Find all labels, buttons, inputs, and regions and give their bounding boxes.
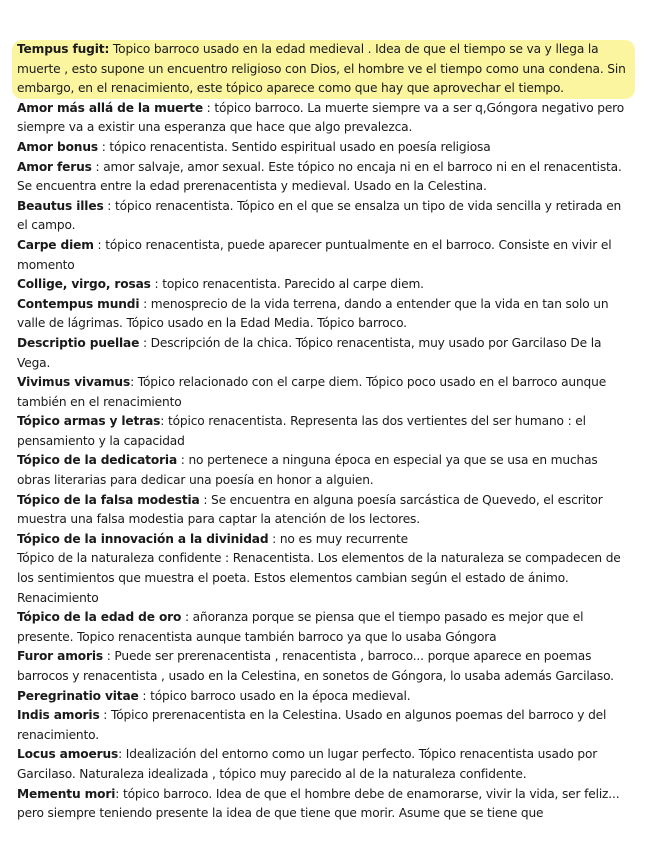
entry-separator: : <box>97 139 106 154</box>
entry-term: Peregrinatio vitae <box>17 688 139 703</box>
entry-text: Topico barroco usado en la edad medieval . Idea de que el tiempo se va y llega la muerte , esto supone un encuentro religioso con Dios, el hombre ve el tiempo como una condena. Sin embargo, en el renacimiento, este tópico aparece como que hay que aprovechar el tiempo. <box>17 42 626 96</box>
entry-beautus-illes <box>17 197 632 236</box>
entry-term: Tópico de la falsa modestia <box>17 492 200 507</box>
entry-term: Descriptio puellae <box>17 335 140 350</box>
entry-term: Amor más allá de la muerte <box>17 100 203 115</box>
entry-term: Tempus fugit <box>17 42 105 56</box>
entry-separator: : <box>177 453 185 468</box>
entry-collige-virgo-rosas <box>17 275 632 295</box>
entry-text: Descripción de la chica. Tópico renacentista, muy usado por Garcilaso De la Vega. <box>17 335 602 370</box>
entry-amor-bonus <box>17 138 632 158</box>
entry-furor-amoris <box>17 647 632 686</box>
entry-term: Amor bonus <box>17 139 98 154</box>
entry-text: añoranza porque se piensa que el tiempo pasado es mejor que el presente. Topico renacentista aunque también barroco ya que lo usaba Góngora <box>17 610 584 644</box>
entry-text: Se encuentra en alguna poesía sarcástica de Quevedo, el escritor muestra una falsa modestia para captar la atención de los lectores. <box>17 492 603 527</box>
entry-separator: : <box>139 296 148 311</box>
entry-separator: : <box>99 708 108 723</box>
entry-separator: : <box>138 688 147 703</box>
entry-descriptio-puellae <box>17 334 632 373</box>
entry-term: Locus amoerus <box>17 747 119 762</box>
entry-separator: : <box>103 198 112 213</box>
entry-peregrinatio-vitae <box>17 687 632 707</box>
entry-term: Tópico de la edad de oro <box>17 610 182 625</box>
entry-amor-mas-alla <box>17 99 632 138</box>
entry-term: Carpe diem <box>17 237 94 252</box>
entry-separator: : <box>150 277 159 292</box>
entry-separator: : <box>93 237 102 252</box>
entry-separator: : <box>102 649 111 664</box>
entry-text: tópico renacentista. Sentido espiritual usado en poesía religiosa <box>105 139 491 154</box>
entry-term: Beautus illes <box>17 198 104 213</box>
entry-carpe-diem <box>17 236 632 275</box>
entry-term: Vivimus vivamus <box>17 375 131 390</box>
entry-falsa-modestia <box>17 491 632 530</box>
entry-tempus-fugit <box>12 40 635 99</box>
entry-term: Tópico de la dedicatoria <box>17 453 178 468</box>
entry-amor-ferus <box>17 158 632 197</box>
entry-term: Tópico de la innovación a la divinidad <box>17 531 269 546</box>
entry-armas-y-letras <box>17 412 632 451</box>
entry-text: Tópico prerenacentista en la Celestina. Usado en algunos poemas del barroco y del renacimiento. <box>17 708 607 742</box>
entry-separator: : <box>130 375 135 390</box>
entry-term: Collige, virgo, rosas <box>17 277 151 292</box>
entry-separator: : <box>199 492 208 507</box>
entry-text: tópico barroco. Idea de que el hombre debe de enamorarse, vivir la vida, ser feliz... pero siempre teniendo presente la idea de que tiene que morir. Asume que se tiene que <box>17 786 620 821</box>
entry-text: Idealización del entorno como un lugar perfecto. Tópico renacentista usado por Garcilaso. Naturaleza idealizada , tópico muy parecido al de la naturaleza confidente. <box>17 747 598 781</box>
entry-text: tópico barroco usado en la época medieval. <box>146 688 411 703</box>
entry-naturaleza-confidente <box>17 549 632 608</box>
entry-mementu-mori <box>17 785 632 824</box>
entry-separator: : <box>104 42 110 56</box>
entry-term: Amor ferus <box>17 159 92 174</box>
entry-vivimus-vivamus <box>17 373 632 412</box>
entry-text: tópico renacentista. Representa las dos vertientes del ser humano : el pensamiento y la capacidad <box>17 414 586 448</box>
entry-separator: : <box>181 610 189 625</box>
entry-text: tópico barroco. La muerte siempre va a ser q,Góngora negativo pero siempre va a existir una esperanza que hace que algo prevalezca. <box>17 100 625 135</box>
entry-contempus-mundi <box>17 295 632 334</box>
entry-term: Tópico armas y letras <box>17 414 161 429</box>
entry-separator: : <box>91 159 100 174</box>
entry-innovacion-divinidad <box>17 530 632 550</box>
entry-separator: : <box>118 747 123 762</box>
entry-separator: : <box>160 414 165 429</box>
entry-indis-amoris <box>17 706 632 745</box>
entry-term: Mementu mori <box>17 786 116 801</box>
entry-text: tópico renacentista. Tópico en el que se ensalza un tipo de vida sencilla y retirada en el campo. <box>17 198 622 233</box>
entry-term: Furor amoris <box>17 649 103 664</box>
entry-text: Puede ser prerenacentista , renacentista , barroco... porque aparece en poemas barrocos y renacentista , usado en la Celestina, en sonetos de Góngora, lo usaba además Garcilaso. <box>17 649 614 683</box>
entry-text: no pertenece a ninguna época en especial ya que se usa en muchas obras literarias para dedicar una poesía en honor a alguien. <box>17 453 598 488</box>
entry-edad-de-oro <box>17 608 632 647</box>
entry-text: no es muy recurrente <box>276 531 408 546</box>
entry-separator: : <box>202 100 211 115</box>
entry-separator: : <box>139 335 147 350</box>
entry-text: Tópico de la naturaleza confidente : Renacentista. Los elementos de la naturaleza se compadecen de los sentimientos que muestra el poeta. Estos elementos cambian según el estado de ánimo. Renacimiento <box>17 551 621 605</box>
entry-separator: : <box>115 786 120 801</box>
entry-text: tópico renacentista, puede aparecer puntualmente en el barroco. Consiste en vivir el momento <box>17 237 612 272</box>
entry-separator: : <box>268 531 277 546</box>
entry-text: menosprecio de la vida terrena, dando a entender que la vida en tan solo un valle de lágrimas. Tópico usado en la Edad Media. Tópico barroco. <box>17 296 609 331</box>
entry-term: Contempus mundi <box>17 296 140 311</box>
entry-locus-amoerus <box>17 745 632 784</box>
entry-dedicatoria <box>17 451 632 490</box>
entry-text: Tópico relacionado con el carpe diem. Tópico poco usado en el barroco aunque también en el renacimiento <box>17 375 607 409</box>
entry-term: Indis amoris <box>17 708 100 723</box>
entry-text: topico renacentista. Parecido al carpe diem. <box>158 277 424 292</box>
entry-text: amor salvaje, amor sexual. Este tópico no encaja ni en el barroco ni en el renacentista. Se encuentra entre la edad prerenacentista y medieval. Usado en la Celestina. <box>17 159 622 194</box>
